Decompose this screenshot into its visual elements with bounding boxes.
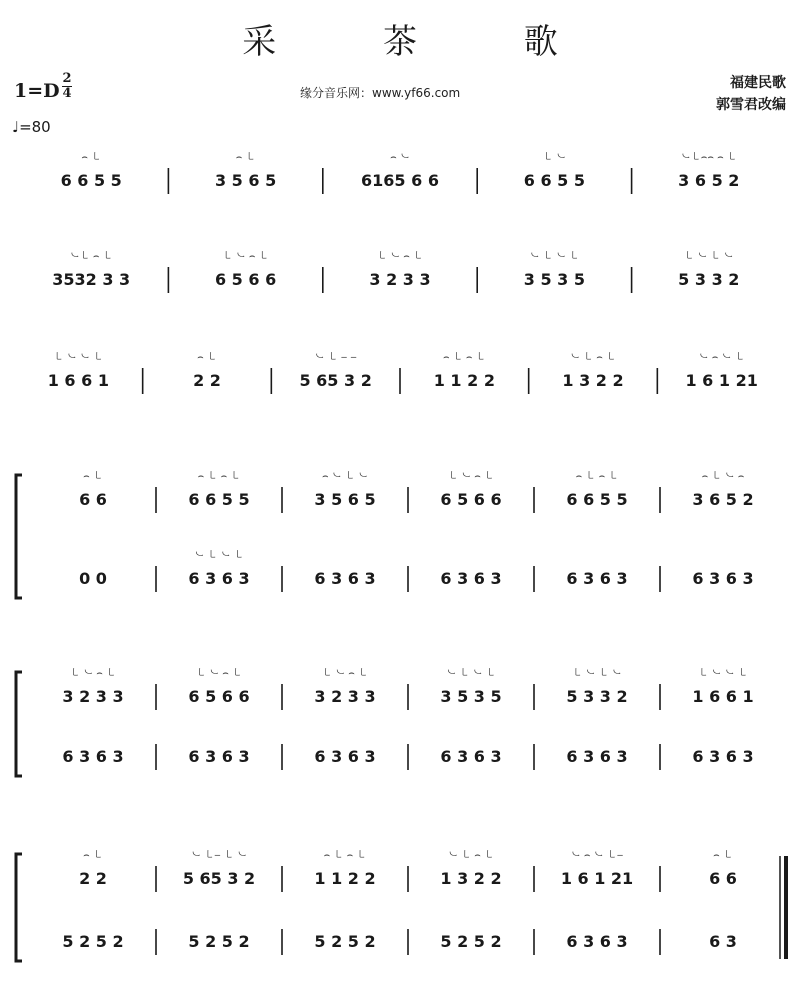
measure-notes: 6 6 5 5 <box>523 171 586 190</box>
measure-notes: 6 3 6 3 <box>692 747 754 766</box>
measure-notes: 5 65 3 2 <box>182 869 256 888</box>
time-denominator: 4 <box>62 86 72 101</box>
bowing-mark: ㇃ ㇄ ㇃ ㇄ <box>194 550 244 561</box>
measure-notes: 3 5 6 5 <box>314 490 376 509</box>
measure-notes: 1 6 6 1 <box>692 687 754 706</box>
measure-notes: 3 6 5 2 <box>692 490 754 509</box>
measure-notes: 6 3 6 3 <box>188 747 250 766</box>
measure-notes: 6 5 6 6 <box>440 490 502 509</box>
bowing-mark: ㇄ ㇃ ㇃ ㇄ <box>53 352 104 363</box>
measure-notes: 5 2 5 2 <box>314 932 376 951</box>
measure-notes: 2 2 <box>193 371 221 390</box>
bowing-mark: ㇄ ㇃ ㇃ ㇄ <box>698 668 748 679</box>
bowing-mark: ㇃ ㇄‒ ㇄ ㇃ <box>191 850 247 861</box>
measure-notes: 3 5 3 5 <box>523 270 586 289</box>
measure-notes: 1 6 6 1 <box>47 371 109 390</box>
bowing-mark: ㇄ ㇃ ㇄ ㇃ <box>684 251 734 262</box>
bowing-mark: ⌢ ㇄ ㇃ ⌢ <box>701 471 745 482</box>
bowing-mark: ⌢ ㇄ ⌢ ㇄ <box>575 471 619 482</box>
tempo-marking: ♩=80 <box>12 118 51 136</box>
bowing-mark: ⌢ ㇄ ⌢ ㇄ <box>323 850 367 861</box>
source-website: 缘分音乐网：www.yf66.com <box>300 86 461 100</box>
measure-notes: 6 6 <box>709 869 737 888</box>
score-title: 采 茶 歌 <box>242 22 606 62</box>
measure-notes: 5 2 5 2 <box>188 932 250 951</box>
measure-notes: 1 6 1 21 <box>560 869 634 888</box>
key-signature: 1=D <box>14 80 60 102</box>
bowing-mark: ㇄ ㇃ ⌢ ㇄ <box>321 668 369 679</box>
measure-notes: 6 3 6 3 <box>188 569 250 588</box>
system-bracket <box>16 854 22 961</box>
measure-notes: 3 2 3 3 <box>62 687 124 706</box>
bowing-mark: ㇄ ㇃ <box>542 152 566 163</box>
measure-notes: 6 6 5 5 <box>188 490 250 509</box>
measure-notes: 5 3 3 2 <box>566 687 628 706</box>
bowing-mark: ㇄ ㇃ ⌢ ㇄ <box>447 471 495 482</box>
bowing-mark: ⌢ ㇄ <box>83 471 103 482</box>
measure-notes: 6 3 6 3 <box>566 569 628 588</box>
bowing-mark: ⌢ ㇄ ⌢ ㇄ <box>442 352 486 363</box>
measure-notes: 3 2 3 3 <box>369 270 431 289</box>
measure-notes: 3 5 3 5 <box>440 687 502 706</box>
bowing-mark: ⌢ ㇃ <box>390 152 410 163</box>
bowing-mark: ㇃ ㇄ ㇃ ㇄ <box>446 668 496 679</box>
measure-notes: 1 6 1 21 <box>685 371 758 390</box>
measure-notes: 6 3 6 3 <box>440 569 502 588</box>
measure-notes: 1 1 2 2 <box>433 371 495 390</box>
bowing-mark: ㇄ ㇃ ㇄ ㇃ <box>572 668 622 679</box>
bowing-mark: ⌢ ㇄ <box>197 352 217 363</box>
bowing-mark: ㇃ ㇄ ‒ ‒ <box>314 352 357 363</box>
measure-notes: 6 3 6 3 <box>314 569 376 588</box>
bowing-mark: ㇃㇄ ⌢ ㇄ <box>69 251 113 262</box>
measure-notes: 2 2 <box>79 869 107 888</box>
system-bracket <box>16 672 22 776</box>
bowing-mark: ㇄ ㇃ ⌢ ㇄ <box>69 668 117 679</box>
bowing-mark: ⌢ ㇄ <box>235 152 256 163</box>
measure-notes: 6 3 6 3 <box>566 932 628 951</box>
measure-notes: 0 0 <box>79 569 107 588</box>
system-bracket <box>16 475 22 598</box>
measure-notes: 6 6 5 5 <box>60 171 122 190</box>
measure-notes: 6 3 6 3 <box>314 747 376 766</box>
bowing-mark: ㇄ ㇃ ⌢ ㇄ <box>376 251 424 262</box>
measure-notes: 5 2 5 2 <box>62 932 124 951</box>
bowing-mark: ㇃ ⌢ ㇃ ㇄ <box>698 352 745 363</box>
measure-notes: 5 3 3 2 <box>678 270 740 289</box>
measure-notes: 6 3 <box>709 932 737 951</box>
bowing-mark: ⌢ ㇃ ㇄ ㇃ <box>321 471 369 482</box>
measure-notes: 6 3 6 3 <box>62 747 124 766</box>
bowing-mark: ㇃ ㇄ ⌢ ㇄ <box>569 352 617 363</box>
measure-notes: 6 6 5 5 <box>566 490 628 509</box>
measure-notes: 1 3 2 2 <box>562 371 624 390</box>
bowing-mark: ⌢ ㇄ <box>81 152 102 163</box>
measure-notes: 3 2 3 3 <box>314 687 376 706</box>
credit-origin: 福建民歌 <box>730 75 786 91</box>
measure-notes: 6 3 6 3 <box>692 569 754 588</box>
credit-arranger: 郭雪君改编 <box>716 97 786 113</box>
measure-notes: 1 3 2 2 <box>440 869 502 888</box>
time-numerator: 2 <box>62 71 72 86</box>
bowing-mark: ⌢ ㇄ ⌢ ㇄ <box>197 471 241 482</box>
bowing-mark: ㇃ ⌢ ㇃ ㇄‒ <box>570 850 624 861</box>
measure-notes: 6 3 6 3 <box>440 747 502 766</box>
bowing-mark: ㇄ ㇃ ⌢ ㇄ <box>222 251 269 262</box>
measure-notes: 1 1 2 2 <box>314 869 376 888</box>
bowing-mark: ㇄ ㇃ ⌢ ㇄ <box>195 668 243 679</box>
measure-notes: 5 65 3 2 <box>299 371 372 390</box>
measure-notes: 3532 3 3 <box>52 270 131 289</box>
measure-notes: 6 6 <box>79 490 107 509</box>
bowing-mark: ㇃ ㇄ ⌢ ㇄ <box>447 850 495 861</box>
measure-notes: 5 2 5 2 <box>440 932 502 951</box>
bowing-mark: ⌢ ㇄ <box>83 850 103 861</box>
measure-notes: 6 3 6 3 <box>566 747 628 766</box>
measure-notes: 6 5 6 6 <box>188 687 250 706</box>
measure-notes: 6 5 6 6 <box>214 270 277 289</box>
measure-notes: 3 5 6 5 <box>214 171 277 190</box>
bowing-mark: ⌢ ㇄ <box>713 850 733 861</box>
bowing-mark: ㇃㇄⌢⌢ ⌢ ㇄ <box>680 152 737 163</box>
bowing-mark: ㇃ ㇄ ㇃ ㇄ <box>529 251 580 262</box>
measure-notes: 6165 6 6 <box>361 171 439 190</box>
measure-notes: 3 6 5 2 <box>678 171 740 190</box>
